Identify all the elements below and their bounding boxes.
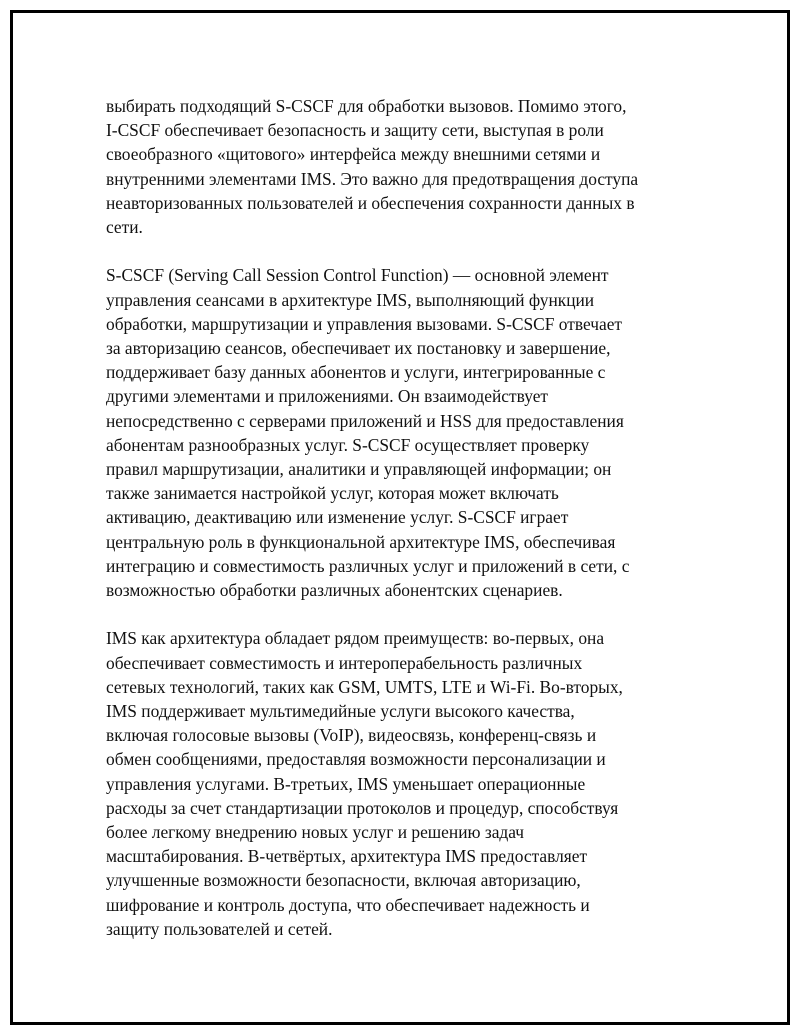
text-line: другими элементами и приложениями. Он взаимодействует (106, 386, 549, 407)
text-line: шифрование и контроль доступа, что обеспечивает надежность и (106, 894, 590, 915)
text-line: неавторизованных пользователей и обеспечения сохранности данных в (106, 192, 635, 213)
text-line: более легкому внедрению новых услуг и решению задач (106, 822, 525, 843)
text-line: внутренними элементами IMS. Это важно для предотвращения доступа (106, 168, 639, 189)
text-line: центральную роль в функциональной архитектуре IMS, обеспечивая (106, 531, 616, 552)
text-line: IMS поддерживает мультимедийные услуги высокого качества, (106, 701, 575, 722)
text-line: включая голосовые вызовы (VoIP), видеосвязь, конференц-связь и (106, 725, 597, 746)
text-line: возможностью обработки различных абонентских сценариев. (106, 580, 563, 601)
text-line: поддерживает базу данных абонентов и услуги, интегрированные с (106, 362, 606, 383)
text-line: активацию, деактивацию или изменение услуг. S-CSCF играет (106, 507, 569, 528)
text-line: обмен сообщениями, предоставляя возможности персонализации и (106, 749, 606, 770)
text-line: за авторизацию сеансов, обеспечивает их постановку и завершение, (106, 338, 611, 359)
text-line: сети. (106, 217, 143, 238)
text-line: обработки, маршрутизации и управления вызовами. S-CSCF отвечает (106, 313, 623, 334)
text-line: сетевых технологий, таких как GSM, UMTS, LTE и Wi-Fi. Во-вторых, (106, 676, 623, 697)
text-line: управления услугами. В-третьих, IMS уменьшает операционные (106, 773, 586, 794)
text-line: расходы за счет стандартизации протоколов и процедур, способствуя (106, 797, 619, 818)
paragraph-scscf (106, 263, 692, 602)
text-line: S-CSCF (Serving Call Session Control Function) — основной элемент (106, 265, 609, 286)
text-line: I-CSCF обеспечивает безопасность и защиту сети, выступая в роли (106, 120, 604, 141)
paragraph-ims-advantages (106, 626, 692, 941)
text-line: защиту пользователей и сетей. (106, 918, 333, 939)
text-line: управления сеансами в архитектуре IMS, выполняющий функции (106, 289, 595, 310)
text-line: улучшенные возможности безопасности, включая авторизацию, (106, 870, 581, 891)
text-line: непосредственно с серверами приложений и HSS для предоставления (106, 410, 624, 431)
text-line: интеграцию и совместимость различных услуг и приложений в сети, с (106, 555, 630, 576)
text-line: IMS как архитектура обладает рядом преимуществ: во-первых, она (106, 628, 605, 649)
text-line: обеспечивает совместимость и интероперабельность различных (106, 652, 583, 673)
text-line: абонентам разнообразных услуг. S-CSCF осуществляет проверку (106, 434, 590, 455)
text-line: правил маршрутизации, аналитики и управляющей информации; он (106, 459, 612, 480)
text-line: масштабирования. В-четвёртых, архитектура IMS предоставляет (106, 846, 588, 867)
text-line: своеобразного «щитового» интерфейса между внешними сетями и (106, 144, 601, 165)
paragraph-icscf-security (106, 94, 692, 239)
text-line: выбирать подходящий S-CSCF для обработки вызовов. Помимо этого, (106, 96, 627, 116)
document-body (106, 94, 692, 965)
text-line: также занимается настройкой услуг, которая может включать (106, 483, 559, 504)
